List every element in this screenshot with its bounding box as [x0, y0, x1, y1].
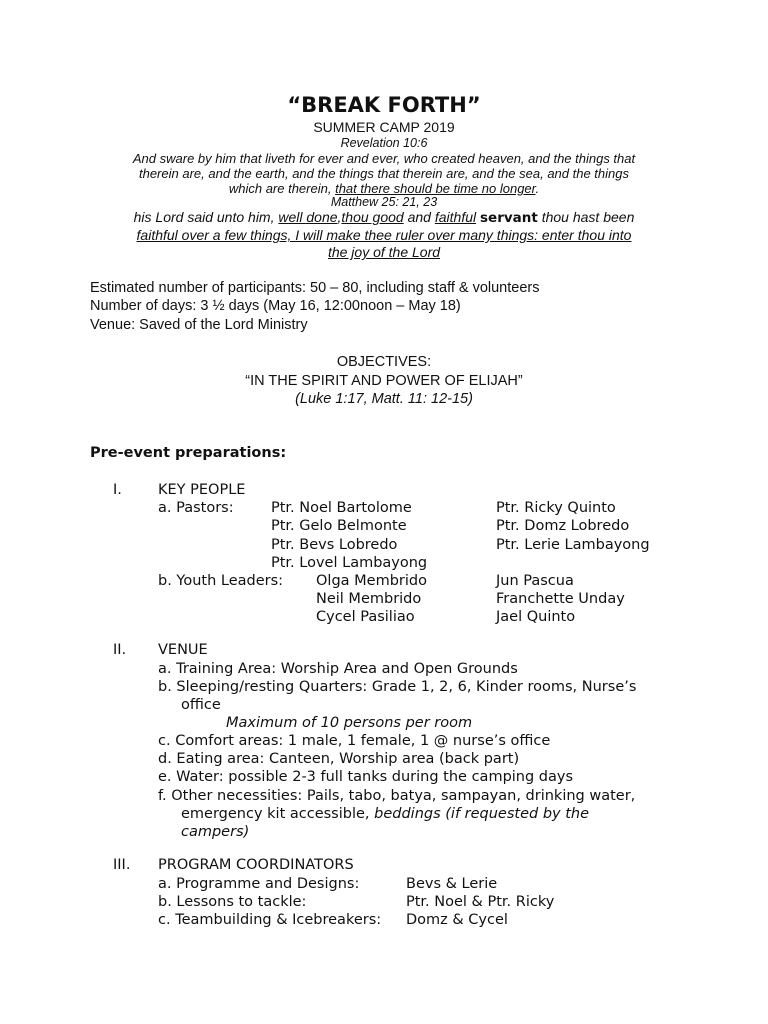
venue-item-c: c. Comfort areas: 1 male, 1 female, 1 @ nurse’s office — [158, 733, 551, 749]
verse-reference-2: Matthew 25: 21, 23 — [330, 195, 438, 209]
youth-leader-name: Jun Pascua — [496, 573, 574, 589]
pastor-name: Ptr. Lovel Lambayong — [271, 555, 428, 571]
verse-1 — [0, 151, 768, 196]
section-number-1: I. — [113, 482, 122, 498]
venue-item-f-cont2: campers) — [181, 824, 250, 840]
pastor-name: Ptr. Gelo Belmonte — [271, 518, 407, 534]
participants-text: Estimated number of participants: 50 – 80, including staff & volunteers — [90, 280, 540, 296]
venue-text: Venue: Saved of the Lord Ministry — [90, 317, 308, 333]
program-row-label: a. Programme and Designs: — [158, 876, 360, 892]
program-row-label: b. Lessons to tackle: — [158, 894, 307, 910]
venue-item-e: e. Water: possible 2-3 full tanks during the camping days — [158, 769, 574, 785]
subtitle: SUMMER CAMP 2019 — [313, 119, 455, 135]
venue-item-d: d. Eating area: Canteen, Worship area (back part) — [158, 751, 520, 767]
verse-2-line-2: faithful over a few things, I will make thee ruler over many things: enter thou into — [136, 227, 632, 243]
verse-2-line-3: the joy of the Lord — [327, 244, 441, 260]
section-number-2: II. — [113, 642, 127, 658]
program-row-value: Domz & Cycel — [406, 912, 508, 928]
youth-leader-name: Jael Quinto — [496, 609, 576, 625]
verse-1-line-1: And sware by him that liveth for ever and ever, who created heaven, and the things that — [132, 151, 636, 166]
objectives-refs: (Luke 1:17, Matt. 11: 12-15) — [295, 391, 473, 407]
pastor-name: Ptr. Lerie Lambayong — [496, 537, 650, 553]
venue-item-b: b. Sleeping/resting Quarters: Grade 1, 2, 6, Kinder rooms, Nurse’s — [158, 679, 637, 695]
youth-leader-name: Olga Membrido — [316, 573, 427, 589]
youth-leader-name: Neil Membrido — [316, 591, 422, 607]
verse-reference-1: Revelation 10:6 — [340, 136, 428, 150]
program-row-label: c. Teambuilding & Icebreakers: — [158, 912, 382, 928]
program-coordinators-title: PROGRAM COORDINATORS — [158, 857, 354, 873]
youth-leader-name: Franchette Unday — [496, 591, 625, 607]
document-title: “BREAK FORTH” — [287, 93, 481, 117]
venue-item-b-note: Maximum of 10 persons per room — [226, 715, 473, 731]
venue-item-a: a. Training Area: Worship Area and Open Grounds — [158, 661, 518, 677]
youth-leaders-label: b. Youth Leaders: — [158, 573, 284, 589]
pastor-name: Ptr. Ricky Quinto — [496, 500, 616, 516]
days-text: Number of days: 3 ½ days (May 16, 12:00noon – May 18) — [90, 298, 461, 314]
verse-1-line-3: which are therein, that there should be time no longer. — [228, 181, 540, 196]
verse-1-line-2: therein are, and the earth, and the things that therein are, and the sea, and the things — [138, 166, 629, 181]
youth-leader-name: Cycel Pasiliao — [316, 609, 415, 625]
objectives-label: OBJECTIVES: — [336, 354, 432, 370]
key-people-title: KEY PEOPLE — [158, 482, 246, 498]
pastors-label: a. Pastors: — [158, 500, 234, 516]
program-row-value: Bevs & Lerie — [406, 876, 498, 892]
verse-2-line-1: his Lord said unto him, well done,thou good and faithful servant thou hast been — [133, 209, 635, 226]
section-number-3: III. — [113, 857, 131, 873]
pre-event-heading: Pre-event preparations: — [90, 445, 287, 461]
pastor-name: Ptr. Domz Lobredo — [496, 518, 630, 534]
pastor-name: Ptr. Bevs Lobredo — [271, 537, 398, 553]
pastor-name: Ptr. Noel Bartolome — [271, 500, 412, 516]
verse-2 — [0, 209, 768, 261]
objectives-theme: “IN THE SPIRIT AND POWER OF ELIJAH” — [245, 373, 523, 389]
venue-item-f-cont: emergency kit accessible, beddings (if requested by the — [181, 806, 590, 822]
program-row-value: Ptr. Noel & Ptr. Ricky — [406, 894, 555, 910]
venue-item-b-cont: office — [181, 697, 221, 713]
venue-title: VENUE — [158, 642, 208, 658]
venue-item-f: f. Other necessities: Pails, tabo, batya, sampayan, drinking water, — [158, 788, 636, 804]
